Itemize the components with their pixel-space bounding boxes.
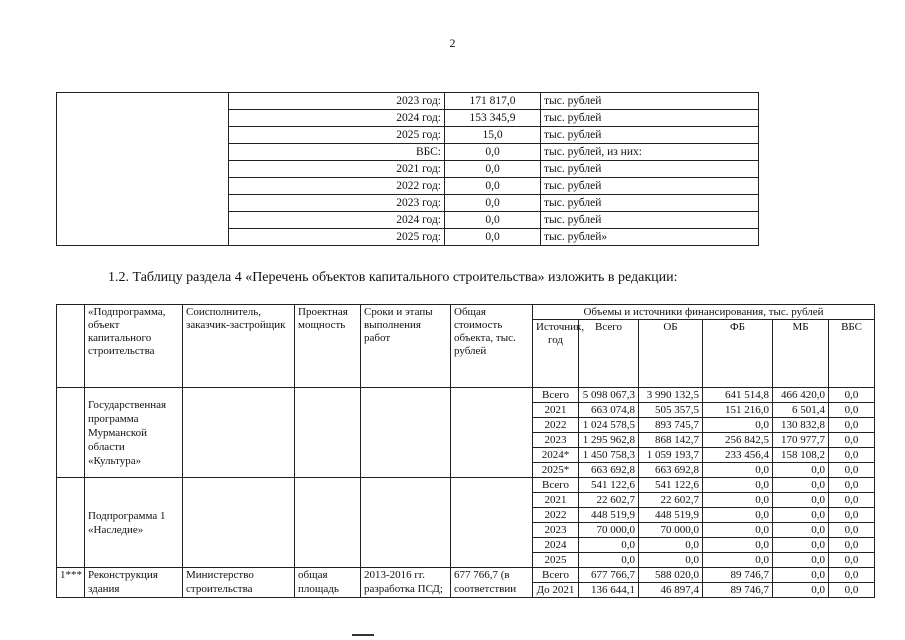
ob-cell: 0,0 (639, 538, 703, 553)
vbs-cell: 0,0 (829, 523, 875, 538)
year-label: ВБС: (229, 144, 445, 161)
footer-mark (352, 634, 374, 636)
table-row (57, 388, 875, 403)
fb-cell: 233 456,4 (703, 448, 773, 463)
vbs-cell: 0,0 (829, 508, 875, 523)
empty-cell (295, 478, 361, 568)
top-funding-table (56, 92, 759, 246)
source-cell: До 2021 (533, 583, 579, 598)
ob-cell: 663 692,8 (639, 463, 703, 478)
vbs-cell: 0,0 (829, 478, 875, 493)
ob-cell: 22 602,7 (639, 493, 703, 508)
total-cell: 70 000,0 (579, 523, 639, 538)
year-label: 2022 год: (229, 178, 445, 195)
table-row (57, 478, 875, 493)
total-cell: 5 098 067,3 (579, 388, 639, 403)
empty-cell (451, 388, 533, 478)
vbs-cell: 0,0 (829, 553, 875, 568)
source-cell: Всего (533, 478, 579, 493)
source-cell: 2024* (533, 448, 579, 463)
unit-label: тыс. рублей (541, 93, 759, 110)
total-cell: 1 295 962,8 (579, 433, 639, 448)
program-name-cell: Государственная программа Мурманской области «Культура» (85, 388, 183, 478)
mb-cell: 0,0 (773, 583, 829, 598)
capacity-header: Проектная мощность (295, 305, 361, 388)
mb-cell: 158 108,2 (773, 448, 829, 463)
fb-cell: 0,0 (703, 493, 773, 508)
mb-cell: 0,0 (773, 568, 829, 583)
source-cell: 2023 (533, 523, 579, 538)
total-cell: 448 519,9 (579, 508, 639, 523)
mb-cell: 170 977,7 (773, 433, 829, 448)
capital-objects-table (56, 304, 875, 598)
mb-cell: 0,0 (773, 463, 829, 478)
fb-header: ФБ (703, 320, 773, 388)
mb-cell: 130 832,8 (773, 418, 829, 433)
vbs-cell: 0,0 (829, 493, 875, 508)
vbs-cell: 0,0 (829, 583, 875, 598)
amount: 153 345,9 (445, 110, 541, 127)
vbs-header: ВБС (829, 320, 875, 388)
ob-cell: 448 519,9 (639, 508, 703, 523)
source-header: Источник, год (533, 320, 579, 388)
source-cell: 2021 (533, 403, 579, 418)
amount: 0,0 (445, 195, 541, 212)
amount: 0,0 (445, 229, 541, 246)
amount: 171 817,0 (445, 93, 541, 110)
program-name-cell: Подпрограмма 1 «Наследие» (85, 478, 183, 568)
total-cell: 1 450 758,3 (579, 448, 639, 463)
terms-cell: 2013-2016 гг. разработка ПСД; (361, 568, 451, 598)
vbs-cell: 0,0 (829, 418, 875, 433)
total-cell: 677 766,7 (579, 568, 639, 583)
page-number: 2 (449, 36, 456, 50)
fb-cell: 89 746,7 (703, 568, 773, 583)
source-cell: 2025 (533, 553, 579, 568)
fb-cell: 0,0 (703, 508, 773, 523)
mb-cell: 6 501,4 (773, 403, 829, 418)
vbs-cell: 0,0 (829, 388, 875, 403)
ob-cell: 1 059 193,7 (639, 448, 703, 463)
total-cell: 22 602,7 (579, 493, 639, 508)
mb-cell: 466 420,0 (773, 388, 829, 403)
vbs-cell: 0,0 (829, 568, 875, 583)
fb-cell: 0,0 (703, 478, 773, 493)
capacity-cell: общая площадь (295, 568, 361, 598)
empty-cell (183, 388, 295, 478)
empty-cell (361, 388, 451, 478)
fb-cell: 0,0 (703, 553, 773, 568)
total-cell: 663 074,8 (579, 403, 639, 418)
year-label: 2025 год: (229, 229, 445, 246)
total-cell: 663 692,8 (579, 463, 639, 478)
terms-header: Сроки и этапы выполнения работ (361, 305, 451, 388)
year-label: 2021 год: (229, 161, 445, 178)
total-cell: 541 122,6 (579, 478, 639, 493)
mb-cell: 0,0 (773, 478, 829, 493)
year-label: 2024 год: (229, 110, 445, 127)
ob-cell: 0,0 (639, 553, 703, 568)
source-cell: 2022 (533, 418, 579, 433)
empty-cell (361, 478, 451, 568)
unit-label: тыс. рублей (541, 127, 759, 144)
amount: 0,0 (445, 178, 541, 195)
source-cell: 2023 (533, 433, 579, 448)
amount: 0,0 (445, 212, 541, 229)
num-cell (57, 388, 85, 478)
fb-cell: 0,0 (703, 538, 773, 553)
object-cell: Реконструкция здания (85, 568, 183, 598)
funding-group-header: Объемы и источники финансирования, тыс. рублей (533, 305, 875, 320)
object-header: «Подпрограмма, объект капитального строительства (85, 305, 183, 388)
num-cell: 1*** (57, 568, 85, 598)
total-cell: 1 024 578,5 (579, 418, 639, 433)
year-label: 2024 год: (229, 212, 445, 229)
empty-cell (183, 478, 295, 568)
mb-cell: 0,0 (773, 508, 829, 523)
source-cell: Всего (533, 568, 579, 583)
mb-header: МБ (773, 320, 829, 388)
executor-header: Соисполнитель, заказчик-застройщик (183, 305, 295, 388)
top-table-blank-cell (57, 93, 229, 246)
amount: 0,0 (445, 144, 541, 161)
ob-cell: 70 000,0 (639, 523, 703, 538)
empty-cell (295, 388, 361, 478)
fb-cell: 0,0 (703, 463, 773, 478)
source-cell: 2022 (533, 508, 579, 523)
unit-label: тыс. рублей (541, 110, 759, 127)
source-cell: 2025* (533, 463, 579, 478)
vbs-cell: 0,0 (829, 463, 875, 478)
empty-cell (451, 478, 533, 568)
source-cell: 2021 (533, 493, 579, 508)
mb-cell: 0,0 (773, 523, 829, 538)
source-cell: Всего (533, 388, 579, 403)
total-header: Всего (579, 320, 639, 388)
amount: 15,0 (445, 127, 541, 144)
unit-label: тыс. рублей (541, 195, 759, 212)
vbs-cell: 0,0 (829, 448, 875, 463)
cost-cell: 677 766,7 (в соответствии (451, 568, 533, 598)
year-label: 2025 год: (229, 127, 445, 144)
unit-label: тыс. рублей (541, 178, 759, 195)
ob-cell: 3 990 132,5 (639, 388, 703, 403)
section-heading: 1.2. Таблицу раздела 4 «Перечень объектов капитального строительства» изложить в редакции: (108, 270, 678, 285)
total-cell: 0,0 (579, 553, 639, 568)
vbs-cell: 0,0 (829, 433, 875, 448)
ob-cell: 588 020,0 (639, 568, 703, 583)
executor-cell: Министерство строительства (183, 568, 295, 598)
fb-cell: 0,0 (703, 523, 773, 538)
table-row (57, 568, 875, 583)
mb-cell: 0,0 (773, 493, 829, 508)
fb-cell: 89 746,7 (703, 583, 773, 598)
source-cell: 2024 (533, 538, 579, 553)
year-label: 2023 год: (229, 93, 445, 110)
ob-header: ОБ (639, 320, 703, 388)
ob-cell: 893 745,7 (639, 418, 703, 433)
unit-label: тыс. рублей, из них: (541, 144, 759, 161)
mb-cell: 0,0 (773, 538, 829, 553)
total-cell: 0,0 (579, 538, 639, 553)
ob-cell: 46 897,4 (639, 583, 703, 598)
top-table-row (57, 93, 759, 110)
fb-cell: 641 514,8 (703, 388, 773, 403)
unit-label: тыс. рублей (541, 212, 759, 229)
num-cell (57, 478, 85, 568)
amount: 0,0 (445, 161, 541, 178)
mb-cell: 0,0 (773, 553, 829, 568)
total-cell: 136 644,1 (579, 583, 639, 598)
fb-cell: 256 842,5 (703, 433, 773, 448)
ob-cell: 868 142,7 (639, 433, 703, 448)
fb-cell: 151 216,0 (703, 403, 773, 418)
vbs-cell: 0,0 (829, 538, 875, 553)
unit-label: тыс. рублей (541, 161, 759, 178)
cost-header: Общая стоимость объекта, тыс. рублей (451, 305, 533, 388)
ob-cell: 541 122,6 (639, 478, 703, 493)
num-header (57, 305, 85, 388)
vbs-cell: 0,0 (829, 403, 875, 418)
unit-label: тыс. рублей» (541, 229, 759, 246)
year-label: 2023 год: (229, 195, 445, 212)
fb-cell: 0,0 (703, 418, 773, 433)
ob-cell: 505 357,5 (639, 403, 703, 418)
